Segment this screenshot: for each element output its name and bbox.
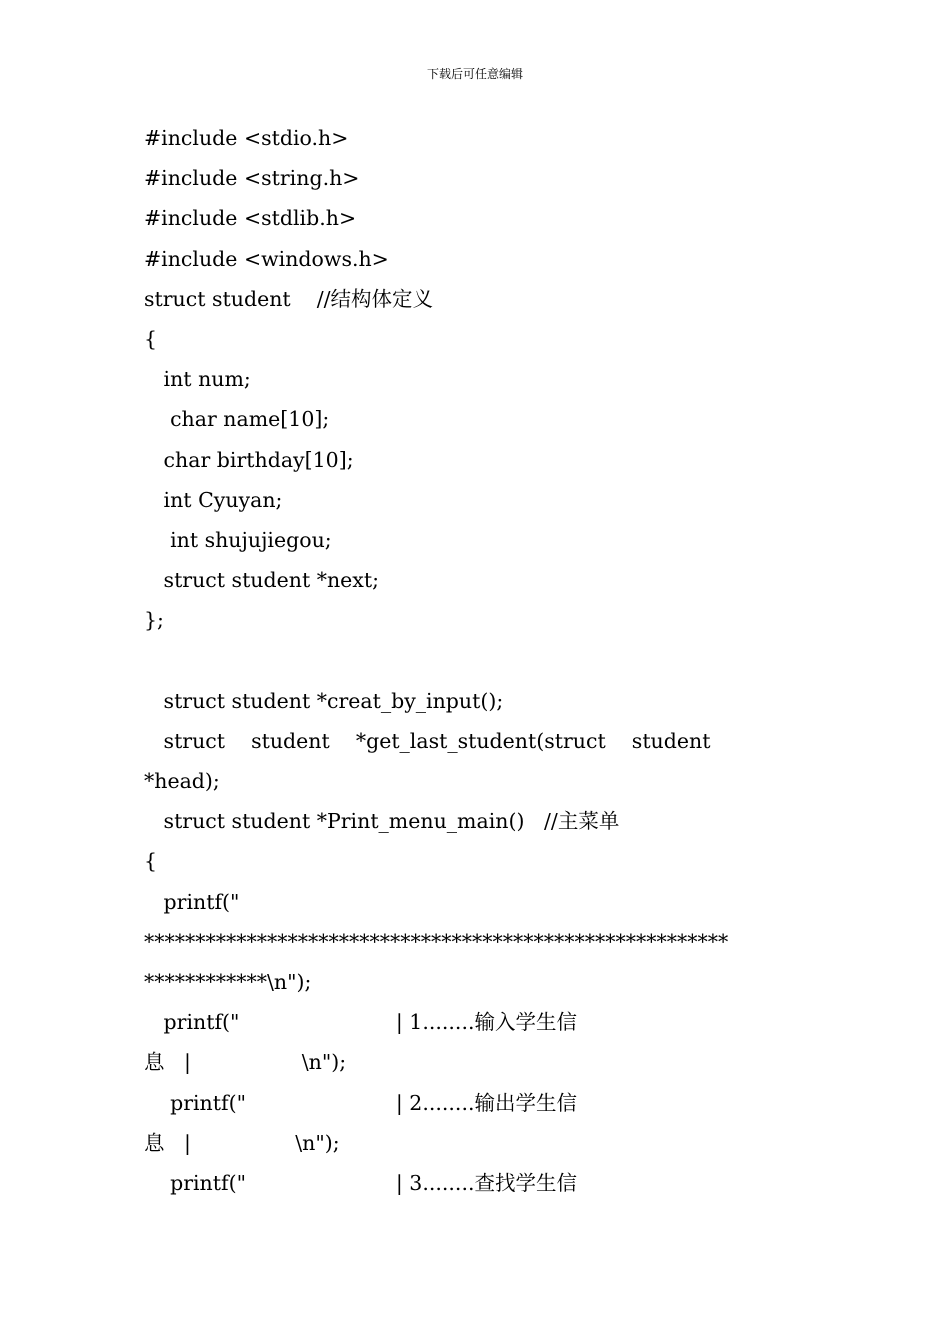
code-line: printf(" | 3........查找学生信 [144,1170,577,1195]
code-line: { [144,849,158,874]
code-line: { [144,326,158,351]
page-header: 下载后可任意编辑 [426,67,523,81]
code-line: struct student *Print_menu_main() //主菜单 [144,809,620,834]
code-line: struct student //结构体定义 [144,286,434,311]
code-line: int num; [144,367,251,392]
code-line-blank [144,640,806,680]
code-line: #include <windows.h> [144,246,389,271]
code-line-stars: ********************************************************* [144,929,729,954]
code-line: struct student *creat_by_input(); [144,688,504,713]
code-line: ************\n"); [144,969,312,994]
code-line: printf(" | 2........输出学生信 [144,1090,577,1115]
code-line: printf(" [144,889,240,914]
code-line: *head); [144,769,220,793]
code-line: 息 | \n"); [144,1050,347,1075]
code-line: int shujujiegou; [144,527,332,552]
code-line: char name[10]; [144,407,330,432]
code-line: #include <stdlib.h> [144,206,357,231]
code-listing [144,118,806,1203]
code-line: }; [144,608,164,633]
code-line: struct student *get_last_student(struct student [144,728,711,753]
code-line: #include <stdio.h> [144,126,349,150]
code-line: printf(" | 1........输入学生信 [144,1010,577,1035]
code-line: 息 | \n"); [144,1130,340,1155]
code-line: #include <string.h> [144,166,360,191]
code-line: struct student *next; [144,568,380,593]
code-line: int Cyuyan; [144,487,283,512]
code-line: char birthday[10]; [144,447,354,472]
